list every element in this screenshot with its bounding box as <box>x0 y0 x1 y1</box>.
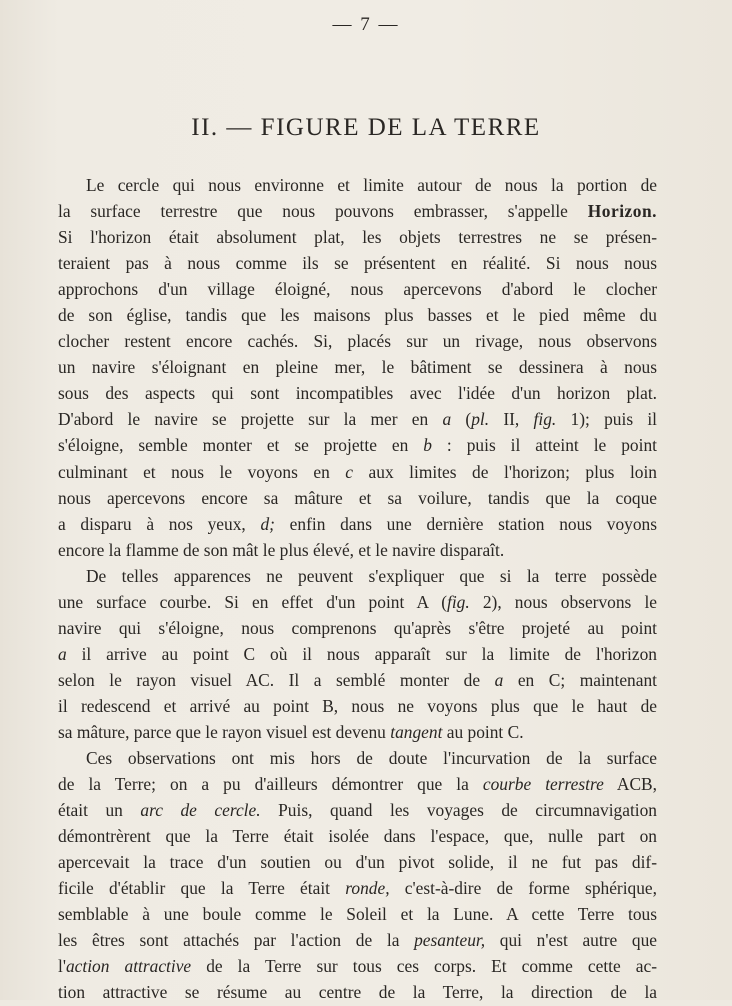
text-run: aux limites de l'horizon; plus loin <box>353 461 657 482</box>
text-line <box>58 745 657 771</box>
text-run: navire qui s'éloigne, nous comprenons qu'après s'être projeté au point <box>58 617 657 638</box>
text-run: sous des aspects qui sont incompatibles avec l'idée d'un horizon plat. <box>58 383 657 404</box>
text-run: 2), nous observons le <box>469 591 657 612</box>
text-line <box>58 641 657 667</box>
text-line <box>58 979 657 1005</box>
text-run: était un <box>58 800 141 821</box>
text-run: en C; maintenant <box>503 669 657 690</box>
text-run-italic: ronde, <box>345 878 390 899</box>
text-line <box>58 354 657 380</box>
text-run-italic: courbe terrestre <box>482 774 604 795</box>
text-run: au point C. <box>442 721 524 742</box>
text-run: : puis il atteint le point <box>431 435 657 456</box>
text-run: ficile d'établir que la Terre était <box>58 878 346 899</box>
text-line <box>58 224 657 250</box>
text-run: un navire s'éloignant en pleine mer, le bâtiment se dessinera à nous <box>58 357 657 378</box>
text-run: D'abord le navire se projette sur la mer en <box>58 409 443 430</box>
text-run-italic: fig. <box>533 409 557 430</box>
text-line <box>58 276 657 302</box>
text-run-italic: pesanteur, <box>414 930 486 951</box>
text-line <box>58 380 657 406</box>
paragraph-horizon <box>58 172 657 563</box>
text-run: c'est-à-dire de forme sphérique, <box>389 878 657 899</box>
text-line <box>58 485 657 511</box>
text-run-italic: tangent <box>390 721 443 742</box>
text-run: il arrive au point C où il nous apparaît sur la limite de l'horizon <box>66 643 657 664</box>
text-run-italic: arc de cercle. <box>140 800 261 821</box>
text-line <box>58 693 657 719</box>
text-run: II, <box>489 409 534 430</box>
text-line <box>58 172 657 198</box>
text-line <box>58 771 657 797</box>
text-line <box>58 875 657 901</box>
text-run: tion attractive se résume au centre de la Terre, la direction de la <box>58 982 657 1003</box>
text-line <box>58 927 657 953</box>
text-line <box>58 537 657 563</box>
text-line <box>58 302 657 328</box>
text-line <box>58 406 657 432</box>
text-run: encore la flamme de son mât le plus élevé, et le navire disparaît. <box>58 539 505 560</box>
text-run: teraient pas à nous comme ils se présentent en réalité. Si nous nous <box>58 253 657 274</box>
text-run: apercevait la trace d'un soutien ou d'un pivot solide, il ne fut pas dif- <box>58 852 657 873</box>
text-line <box>58 459 657 485</box>
text-line <box>58 432 657 458</box>
text-run: Puis, quand les voyages de circumnavigation <box>260 800 657 821</box>
text-line <box>58 563 657 589</box>
text-run: démontrèrent que la Terre était isolée dans l'espace, que, nulle part on <box>58 826 657 847</box>
text-line <box>58 250 657 276</box>
text-run: il redescend et arrivé au point B, nous ne voyons plus que le haut de <box>58 695 657 716</box>
text-line <box>58 589 657 615</box>
text-run: les êtres sont attachés par l'action de la <box>58 930 415 951</box>
text-run: culminant et nous le voyons en <box>58 461 346 482</box>
text-run: une surface courbe. Si en effet d'un point A ( <box>58 591 447 612</box>
text-run: Si l'horizon était absolument plat, les objets terrestres ne se présen- <box>58 227 657 248</box>
text-line <box>58 719 657 745</box>
paragraph-curvature <box>58 563 657 745</box>
text-run: 1); puis il <box>556 409 657 430</box>
text-run: enfin dans une dernière station nous voyons <box>274 513 657 534</box>
text-run: nous apercevons encore sa mâture et sa voilure, tandis que la coque <box>58 487 657 508</box>
section-title: II. — FIGURE DE LA TERRE <box>191 114 541 141</box>
text-line <box>58 901 657 927</box>
text-run: la surface terrestre que nous pouvons embrasser, s'appelle <box>58 201 588 222</box>
text-run: l' <box>58 956 66 977</box>
text-line <box>58 953 657 979</box>
text-run: de son église, tandis que les maisons plus basses et le pied même du <box>58 305 657 326</box>
text-run: semblable à une boule comme le Soleil et la Lune. A cette Terre tous <box>58 904 657 925</box>
text-run: ( <box>451 409 472 430</box>
text-line <box>58 198 657 224</box>
text-run: approchons d'un village éloigné, nous apercevons d'abord le clocher <box>58 279 657 300</box>
text-run-italic: c <box>345 461 354 482</box>
text-line <box>58 328 657 354</box>
text-run: a disparu à nos yeux, <box>58 513 261 534</box>
text-run: de la Terre sur tous ces corps. Et comme cette ac- <box>191 956 657 977</box>
text-run: Le cercle qui nous environne et limite autour de nous la portion de <box>86 175 657 195</box>
text-run-italic: a <box>442 409 452 430</box>
paragraph-sphere <box>58 745 657 1005</box>
text-run: de la Terre; on a pu d'ailleurs démontrer que la <box>58 774 483 795</box>
text-line <box>58 797 657 823</box>
text-line <box>58 823 657 849</box>
text-run: qui n'est autre que <box>485 930 657 951</box>
text-run-italic: d; <box>260 513 275 534</box>
text-run: ACB, <box>603 774 657 795</box>
body-text <box>58 172 657 1006</box>
text-line <box>58 511 657 537</box>
text-run-italic: a <box>58 643 67 664</box>
text-run: De telles apparences ne peuvent s'expliquer que si la terre possède <box>86 565 657 586</box>
text-run: sa mâture, parce que le rayon visuel est devenu <box>58 721 391 742</box>
text-run-italic: action attractive <box>65 956 192 977</box>
text-run-italic: pl. <box>471 409 490 430</box>
text-line <box>58 615 657 641</box>
text-run: Ces observations ont mis hors de doute l'incurvation de la surface <box>86 748 657 769</box>
text-line <box>58 667 657 693</box>
term-horizon: Horizon. <box>587 201 657 222</box>
text-line <box>58 849 657 875</box>
text-run-italic: b <box>423 435 432 456</box>
text-run: selon le rayon visuel AC. Il a semblé monter de <box>58 669 495 690</box>
page-number: — 7 — <box>332 14 400 35</box>
text-run-italic: a <box>494 669 504 690</box>
text-run-italic: fig. <box>447 591 470 612</box>
text-run: clocher restent encore cachés. Si, placés sur un rivage, nous observons <box>58 331 657 352</box>
text-run: s'éloigne, semble monter et se projette en <box>58 435 424 456</box>
